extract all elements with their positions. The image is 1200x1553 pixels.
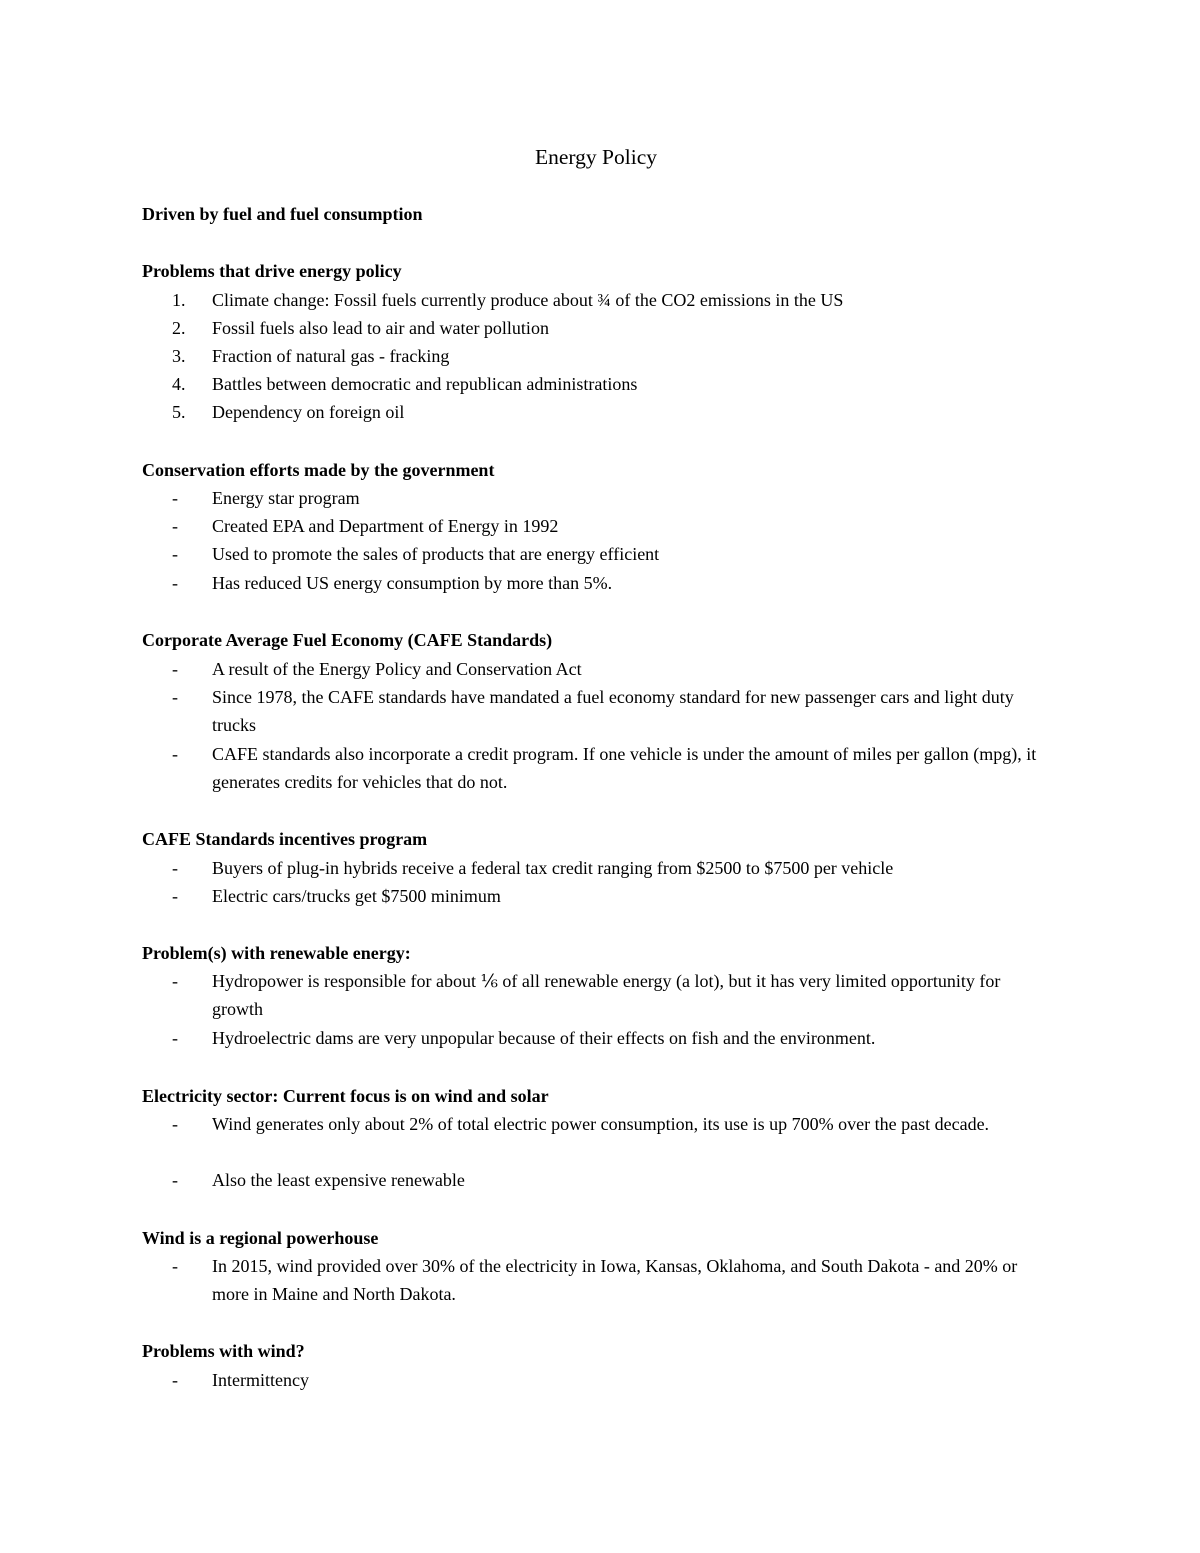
- list-item: [172, 1252, 1052, 1308]
- list-item: [172, 1366, 1052, 1394]
- list-item-text: Created EPA and Department of Energy in 1992: [212, 516, 559, 536]
- bullet-dash: -: [172, 659, 178, 679]
- section-heading-electricity: Electricity sector: Current focus is on wind and solar: [142, 1086, 549, 1106]
- bullet-dash: -: [172, 516, 178, 536]
- bullet-dash: -: [172, 886, 178, 906]
- list-item: [172, 740, 1052, 796]
- section-heading-fuel: Driven by fuel and fuel consumption: [142, 204, 423, 224]
- list-item-text: In 2015, wind provided over 30% of the electricity in Iowa, Kansas, Oklahoma, and South Dakota - and 20% or more in Maine and North Dakota.: [212, 1256, 1018, 1304]
- list-item-text: Used to promote the sales of products that are energy efficient: [212, 544, 660, 564]
- bullet-dash: -: [172, 573, 178, 593]
- bullet-dash: -: [172, 744, 178, 764]
- list-item-text: Hydroelectric dams are very unpopular because of their effects on fish and the environment.: [212, 1028, 876, 1048]
- bullet-dash: -: [172, 1370, 178, 1390]
- page-title: Energy Policy: [534, 145, 658, 169]
- section-heading-cafe: Corporate Average Fuel Economy (CAFE Standards): [142, 630, 553, 650]
- list-item-text: Also the least expensive renewable: [212, 1170, 465, 1190]
- section-heading-conservation: Conservation efforts made by the government: [142, 460, 495, 480]
- list-item: [172, 342, 1052, 370]
- list-item: [172, 286, 1052, 314]
- section-heading-wind-problems: Problems with wind?: [142, 1341, 305, 1361]
- list-item-text: Electric cars/trucks get $7500 minimum: [212, 886, 501, 906]
- list-item: [172, 1166, 1052, 1194]
- list-number: 1.: [172, 290, 186, 310]
- list-item: [172, 569, 1052, 597]
- bullet-dash: -: [172, 488, 178, 508]
- list-item: [172, 1024, 1052, 1052]
- bullet-dash: -: [172, 1256, 178, 1276]
- list-item-text: Hydropower is responsible for about ⅙ of all renewable energy (a lot), but it has very limited opportunity for growth: [212, 971, 1001, 1019]
- list-item-text: Dependency on foreign oil: [212, 402, 405, 422]
- bullet-dash: -: [172, 1028, 178, 1048]
- list-item-text: Since 1978, the CAFE standards have mandated a fuel economy standard for new passenger cars and light duty trucks: [212, 687, 1014, 735]
- section-heading-problems: Problems that drive energy policy: [142, 261, 402, 281]
- list-item-text: Fraction of natural gas - fracking: [212, 346, 450, 366]
- list-item: [172, 854, 1052, 882]
- list-item: [172, 314, 1052, 342]
- list-item: [172, 512, 1052, 540]
- list-item-text: Energy star program: [212, 488, 360, 508]
- bullet-dash: -: [172, 544, 178, 564]
- list-number: 4.: [172, 374, 186, 394]
- bullet-dash: -: [172, 858, 178, 878]
- list-item-text: CAFE standards also incorporate a credit program. If one vehicle is under the amount of miles per gallon (mpg), it generates credits for vehicles that do not.: [212, 744, 1037, 792]
- bullet-dash: -: [172, 687, 178, 707]
- list-number: 5.: [172, 402, 186, 422]
- list-item-text: Battles between democratic and republican administrations: [212, 374, 638, 394]
- list-item-text: Climate change: Fossil fuels currently produce about ¾ of the CO2 emissions in the US: [212, 290, 844, 310]
- list-item: [172, 655, 1052, 683]
- list-item: [172, 683, 1052, 739]
- list-item: [172, 540, 1052, 568]
- list-item-text: Fossil fuels also lead to air and water pollution: [212, 318, 549, 338]
- list-item: [172, 1110, 1052, 1138]
- list-item-text: Has reduced US energy consumption by more than 5%.: [212, 573, 613, 593]
- list-item: [172, 882, 1052, 910]
- list-number: 2.: [172, 318, 186, 338]
- section-heading-wind-regional: Wind is a regional powerhouse: [142, 1228, 379, 1248]
- list-item-text: A result of the Energy Policy and Conservation Act: [212, 659, 582, 679]
- list-item: [172, 967, 1052, 1023]
- list-item: [172, 370, 1052, 398]
- bullet-dash: -: [172, 1114, 178, 1134]
- bullet-dash: -: [172, 1170, 178, 1190]
- list-item: [172, 484, 1052, 512]
- list-item-text: Wind generates only about 2% of total electric power consumption, its use is up 700% over the past decade.: [212, 1114, 990, 1134]
- list-number: 3.: [172, 346, 186, 366]
- section-heading-cafe-incentives: CAFE Standards incentives program: [142, 829, 428, 849]
- list-item-text: Buyers of plug-in hybrids receive a federal tax credit ranging from $2500 to $7500 per vehicle: [212, 858, 894, 878]
- list-item-text: Intermittency: [212, 1370, 309, 1390]
- list-item: [172, 398, 1052, 426]
- bullet-dash: -: [172, 971, 178, 991]
- section-heading-renewable-problems: Problem(s) with renewable energy:: [142, 943, 411, 963]
